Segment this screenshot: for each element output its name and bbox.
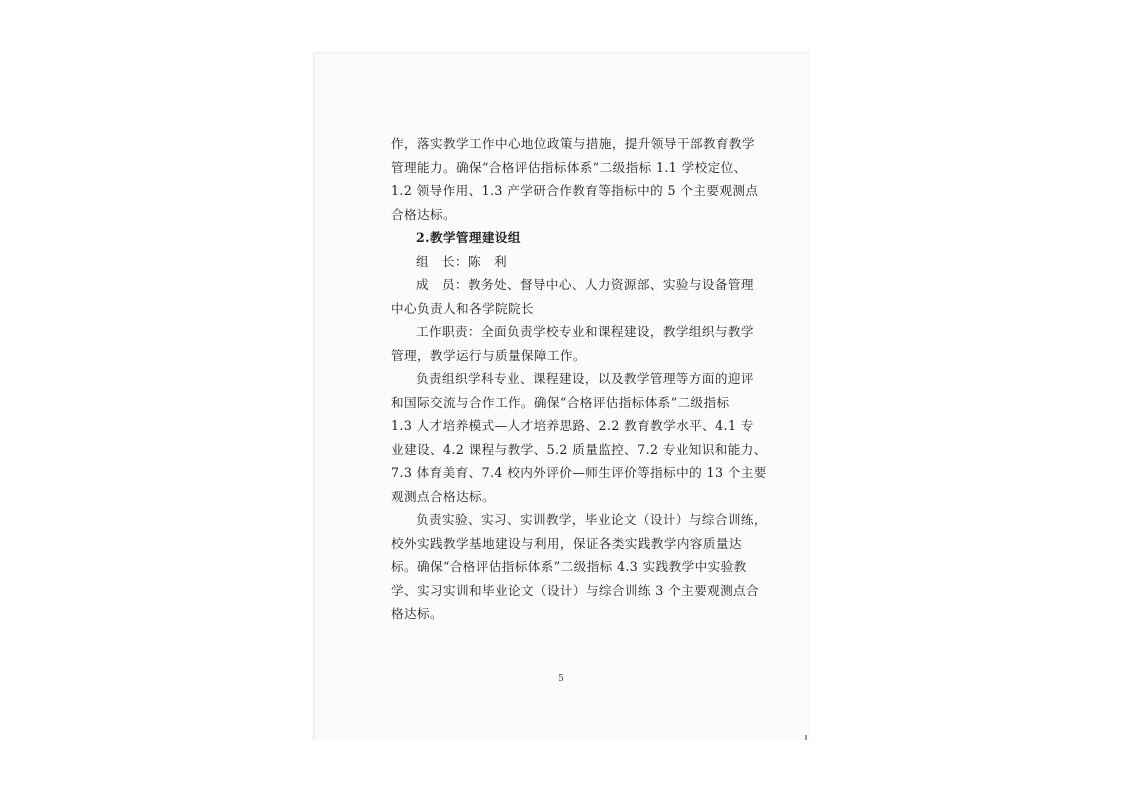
- text-line: 合格达标。: [391, 206, 456, 222]
- text-line: 作，落实教学工作中心地位政策与措施，提升领导干部教育教学: [391, 136, 755, 151]
- paragraph-start: 负责实验、实习、实训教学，毕业论文（设计）与综合训练，: [416, 512, 767, 527]
- text-line: 校外实践教学基地建设与利用，保证各类实践教学内容质量达: [391, 535, 742, 551]
- paragraph-start: 负责组织学科专业、课程建设，以及教学管理等方面的迎评: [416, 371, 754, 386]
- text-line: 1.2 领导作用、1.3 产学研合作教育等指标中的 5 个主要观测点: [391, 183, 759, 198]
- text-line: 中心负责人和各学院院长: [391, 300, 534, 316]
- text-line: 管理，教学运行与质量保障工作。: [391, 347, 586, 363]
- text-line: 管理能力。确保“合格评估指标体系”二级指标 1.1 学校定位、: [391, 159, 747, 175]
- scanned-page: [313, 52, 809, 740]
- duties-line: 工作职责：全面负责学校专业和课程建设，教学组织与教学: [416, 324, 754, 339]
- text-line: 格达标。: [391, 606, 443, 621]
- scan-artifact: [805, 735, 807, 740]
- group-leader-line: 组 长：陈 利: [416, 253, 507, 269]
- text-line: 学、实习实训和毕业论文（设计）与综合训练 3 个主要观测点合: [391, 582, 760, 598]
- text-line: 7.3 体育美育、7.4 校内外评价—师生评价等指标中的 13 个主要: [391, 465, 767, 480]
- section-heading: 2.教学管理建设组: [416, 230, 521, 245]
- text-line: 观测点合格达标。: [391, 488, 495, 504]
- text-line: 标。确保“合格评估指标体系”二级指标 4.3 实践教学中实验教: [391, 559, 747, 574]
- text-line: 业建设、4.2 课程与教学、5.2 质量监控、7.2 专业知识和能力、: [391, 441, 767, 457]
- text-line: 和国际交流与合作工作。确保“合格评估指标体系”二级指标: [391, 394, 730, 410]
- page-edge: [313, 52, 315, 740]
- text-line: 1.3 人才培养模式—人才培养思路、2.2 教育教学水平、4.1 专: [391, 418, 754, 433]
- body-text: [391, 132, 767, 626]
- group-members-line: 成 员：教务处、督导中心、人力资源部、实验与设备管理: [416, 277, 754, 292]
- page-number: 5: [558, 674, 564, 684]
- page-edge: [313, 52, 809, 54]
